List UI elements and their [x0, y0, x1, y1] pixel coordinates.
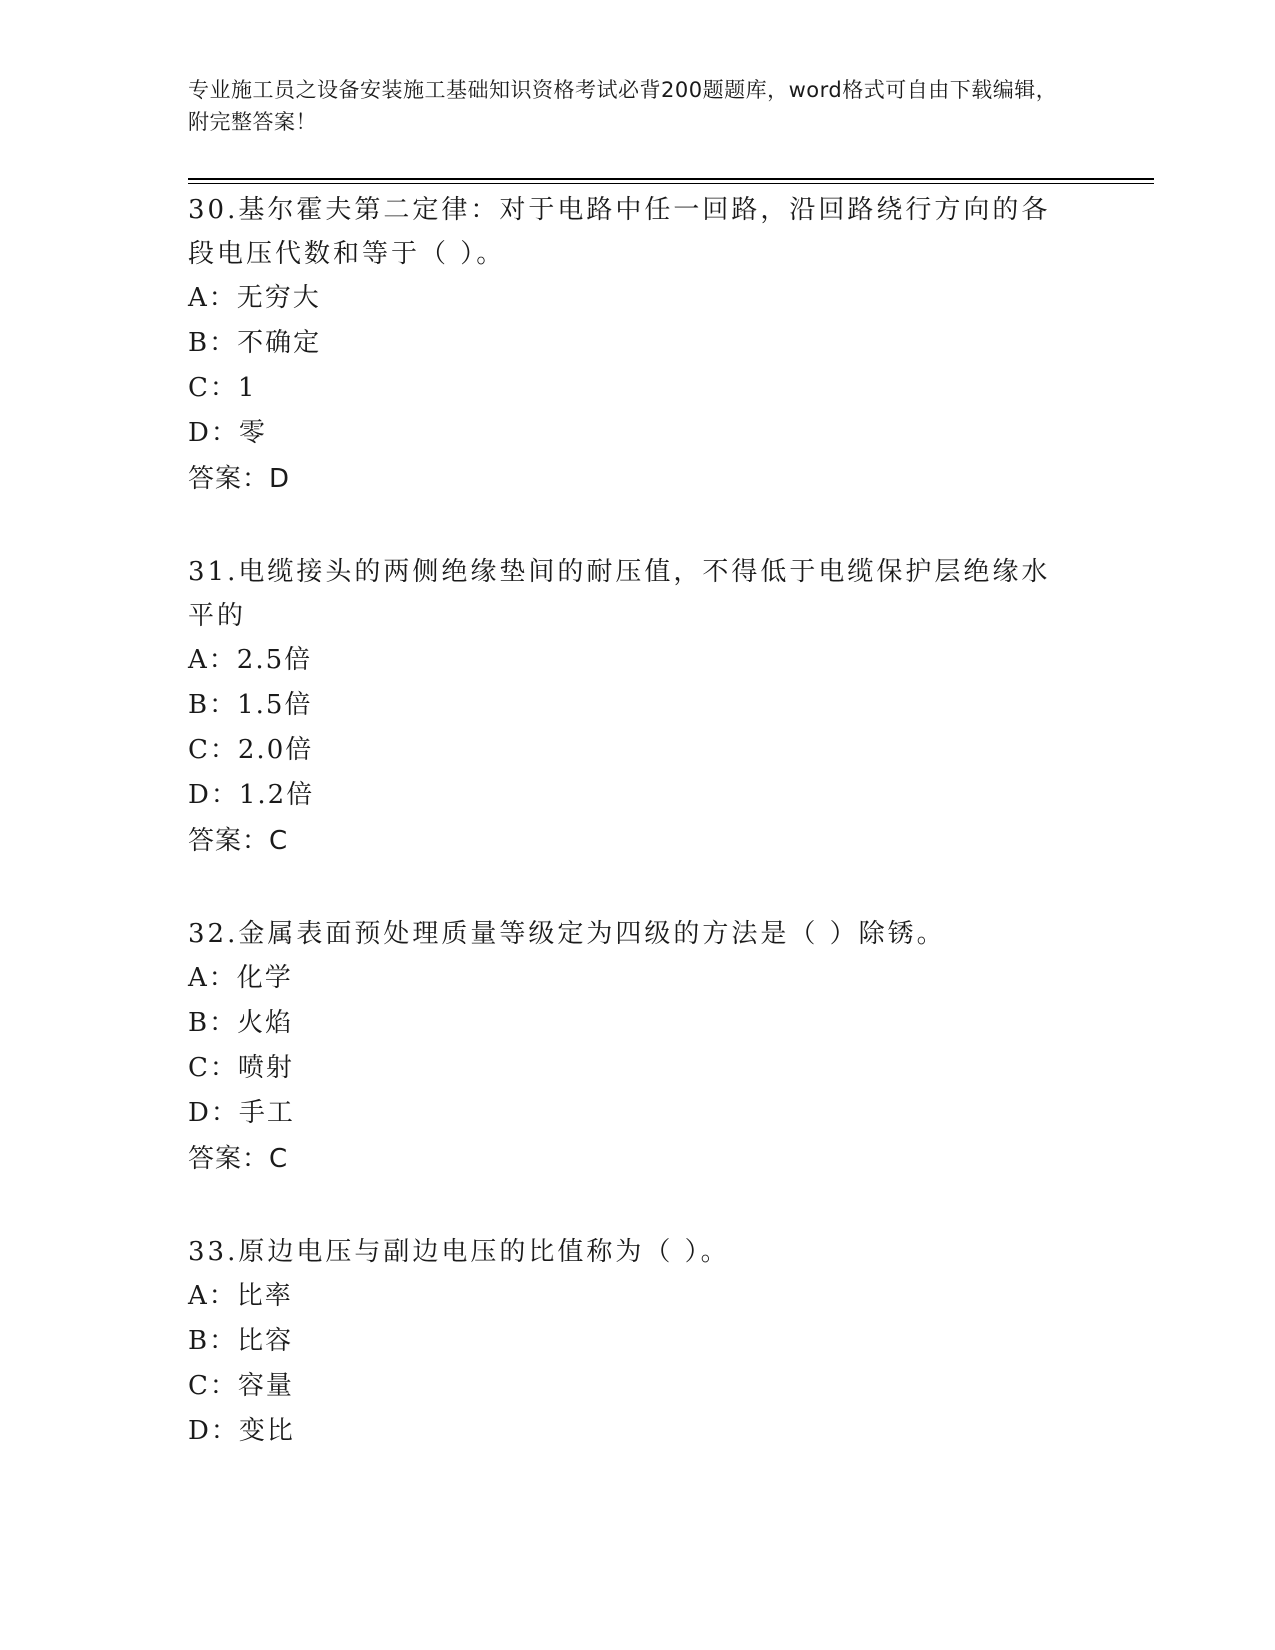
question-stem: 30.基尔霍夫第二定律：对于电路中任一回路，沿回路绕行方向的各段电压代数和等于（ ）。: [188, 195, 1051, 269]
option-d: D：1.2倍: [188, 780, 315, 810]
option-d: D：手工: [188, 1098, 295, 1128]
answer-line: 答案：C: [188, 1144, 289, 1174]
question-stem: 31.电缆接头的两侧绝缘垫间的耐压值，不得低于电缆保护层绝缘水平的: [188, 557, 1051, 631]
option-c: C：容量: [188, 1371, 294, 1401]
option-d: D：零: [188, 418, 267, 448]
answer-line: 答案：C: [188, 826, 289, 856]
option-c: C：2.0倍: [188, 735, 314, 765]
question-stem: 33.原边电压与副边电压的比值称为（ ）。: [188, 1237, 730, 1267]
question-stem: 32.金属表面预处理质量等级定为四级的方法是（ ）除锈。: [188, 919, 946, 949]
option-d: D：变比: [188, 1416, 295, 1446]
option-a: A：比率: [188, 1281, 293, 1311]
option-a: A：无穷大: [188, 283, 321, 313]
option-c: C：1: [188, 373, 257, 403]
question-32: [188, 912, 1088, 1182]
option-a: A：2.5倍: [188, 645, 313, 675]
question-31: [188, 550, 1088, 864]
answer-line: 答案：D: [188, 464, 291, 494]
header-divider-thin: [188, 183, 1154, 184]
question-30: [188, 188, 1088, 502]
header-divider-thick: [188, 178, 1154, 180]
option-b: B：火焰: [188, 1008, 294, 1038]
document-header-title: 专业施工员之设备安装施工基础知识资格考试必背200题题库，word格式可自由下载编辑，附完整答案！: [188, 78, 1058, 134]
question-33: [188, 1230, 1088, 1454]
question-list: [188, 188, 1088, 1502]
option-b: B：1.5倍: [188, 690, 313, 720]
option-b: B：比容: [188, 1326, 294, 1356]
option-b: B：不确定: [188, 328, 322, 358]
option-a: A：化学: [188, 963, 293, 993]
option-c: C：喷射: [188, 1053, 294, 1083]
